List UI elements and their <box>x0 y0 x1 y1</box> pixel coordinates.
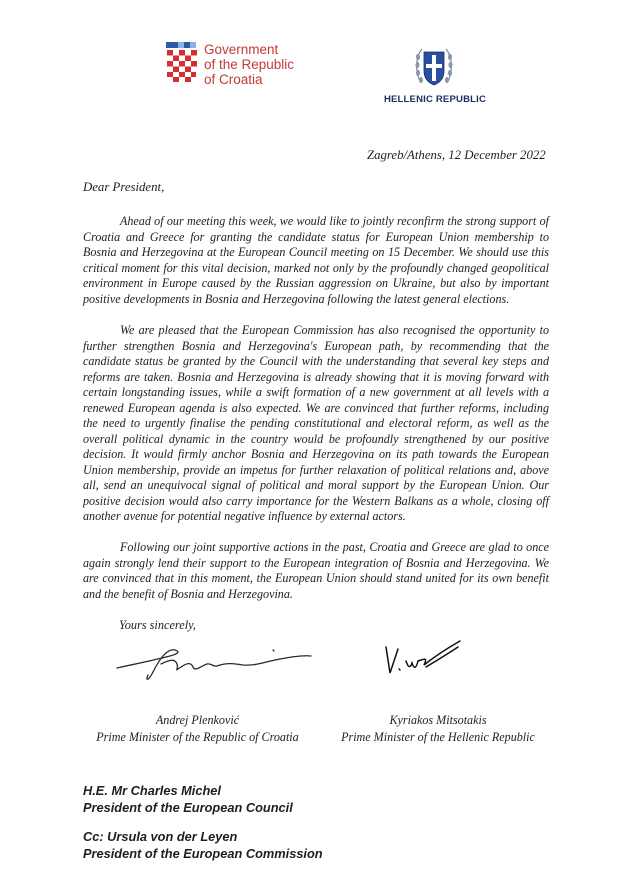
croatia-title-line1: Government <box>204 42 279 57</box>
plenkovic-signature-icon <box>115 642 315 684</box>
closing: Yours sincerely, <box>119 618 196 632</box>
croatia-title-line3: of Croatia <box>204 72 263 87</box>
addressee-to <box>83 783 423 816</box>
paragraph-2: We are pleased that the European Commission has also recognised the opportunity to further strengthen Bosnia and Herzegovina's European path, by recommending that the candidate status be granted by the Council with the understanding that several key steps and reforms are taken. Bosnia and Herzegovina is already showing that it is moving forward with certain longstanding issues, while a swift formation of a new government at all levels with a renewed European agenda is also expected. We are convinced that further reforms, including the need to urgently finalise the pending constitutional and electoral reform, as well as the overall political dynamic in the country would be profoundly strengthened by our positive decision. It would firmly anchor Bosnia and Herzegovina on its path towards the European Union membership, provide an impetus for further relaxation of political relations and, above all, send an unequivocal signal of political and moral support by the European Union. Our positive decision would also carry importance for the Western Balkans as a whole, closing off another avenue for potential negative influence by external actors. <box>83 323 549 523</box>
paragraph-3: Following our joint supportive actions in the past, Croatia and Greece are glad to once again strongly lend their support to the European integration of Bosnia and Herzegovina. We are convinced that in this moment, the European Union should stand united for its own benefit and the benefit of Bosnia and Herzegovina. <box>83 540 549 601</box>
salutation: Dear President, <box>83 180 165 194</box>
addressee-title: President of the European Council <box>83 799 293 815</box>
signatory-title: Prime Minister of the Hellenic Republic <box>341 730 535 744</box>
crown-icon <box>166 42 196 48</box>
croatia-title-line2: of the Republic <box>204 57 295 72</box>
addressee-name: H.E. Mr Charles Michel <box>83 783 221 798</box>
hellenic-republic-title: HELLENIC REPUBLIC <box>383 94 487 105</box>
signatory-title: Prime Minister of the Republic of Croatia <box>96 730 299 744</box>
letter-date: Zagreb/Athens, 12 December 2022 <box>367 148 546 162</box>
mitsotakis-signature-icon <box>384 637 464 681</box>
signatory-greece <box>323 712 553 746</box>
cc-name: Cc: Ursula von der Leyen <box>83 829 238 844</box>
croatia-government-title <box>204 42 364 87</box>
croatia-coat-of-arms-icon <box>164 42 200 86</box>
paragraph-1: Ahead of our meeting this week, we would like to jointly reconfirm the strong support of Croatia and Greece for granting the candidate status for European Union membership to Bosnia and Herzegovina at the European Council meeting on 15 December. We should use this critical moment for this vital decision, marked not only by the profoundly changed geopolitical environment in Europe caused by the Russian aggression on Ukraine, but also by important positive developments in Bosnia and Herzegovina following the latest general elections. <box>83 214 549 306</box>
greece-emblem-icon <box>413 43 455 91</box>
addressee-cc <box>83 829 423 862</box>
signatory-croatia <box>85 712 310 746</box>
cc-title: President of the European Commission <box>83 845 323 861</box>
signatory-name: Kyriakos Mitsotakis <box>389 713 487 727</box>
signatory-name: Andrej Plenković <box>155 713 240 727</box>
